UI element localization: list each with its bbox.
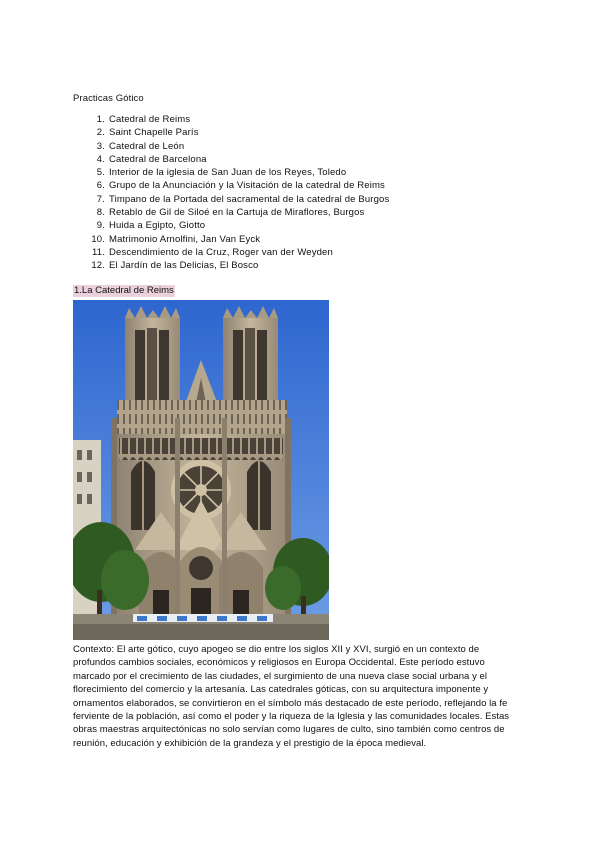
list-item <box>73 233 389 246</box>
list-item-text: El Jardín de las Delicias, El Bosco <box>109 260 259 272</box>
list-item-number: 5. <box>96 167 105 179</box>
list-item-number: 2. <box>96 127 105 139</box>
list-item-text: Huida a Egipto, Giotto <box>109 220 206 232</box>
list-item-text: Interior de la iglesia de San Juan de los Reyes, Toledo <box>109 167 347 179</box>
context-paragraph: Contexto: El arte gótico, cuyo apogeo se dio entre los siglos XII y XVI, surgió en un contexto de profundos cambios sociales, económicos y religiosos en Europa Occidental. Este período estuvo marcado por el crecimiento de las ciudades, el surgimiento de una nueva clase social urbana y el florecimiento del comercio y la artesanía. Las catedrales góticas, con su arquitectura imponente y ornamentos elaborados, se convirtieron en el símbolo más destacado de este período, reflejando la fe ferviente de la población, así como el poder y la riqueza de la Iglesia y las comunidades locales. Estas obras maestras arquitectónicas no solo servían como lugares de culto, sino también como centros de reunión, educación y exhibición de la grandeza y el prestigio de la época medieval. <box>73 644 510 749</box>
list-item <box>73 219 389 232</box>
list-item-text: Catedral de Barcelona <box>109 153 207 165</box>
list-item <box>73 259 389 272</box>
list-item-number: 7. <box>96 193 105 205</box>
list-item-text: Matrimonio Arnolfini, Jan Van Eyck <box>109 233 261 245</box>
list-item-number: 11. <box>92 246 105 258</box>
list-item <box>73 206 389 219</box>
list-item-text: Catedral de Reims <box>109 114 191 125</box>
list-item <box>73 179 389 192</box>
list-item-number: 1. <box>96 114 105 125</box>
list-item-text: Saint Chapelle París <box>109 127 199 139</box>
list-item-text: Timpano de la Portada del sacramental de la catedral de Burgos <box>109 193 390 205</box>
list-item-text: Catedral de León <box>109 140 185 152</box>
list-item-number: 10. <box>91 233 105 245</box>
list-item-text: Grupo de la Anunciación y la Visitación de la catedral de Reims <box>109 180 385 192</box>
document-title: Practicas Gótico <box>73 93 144 104</box>
list-item-text: Retablo de Gil de Siloé en la Cartuja de Miraflores, Burgos <box>109 207 365 219</box>
section-heading-reims: 1.La Catedral de Reims <box>74 285 174 296</box>
cathedral-photo <box>73 300 329 640</box>
list-item <box>73 246 389 259</box>
list-item-number: 6. <box>96 180 105 192</box>
list-item-text: Descendimiento de la Cruz, Roger van der Weyden <box>109 246 333 258</box>
list-item <box>73 166 389 179</box>
list-item <box>73 153 389 166</box>
list-item-number: 8. <box>96 207 105 219</box>
list-item <box>73 193 389 206</box>
practice-list <box>73 113 389 273</box>
list-item-number: 12. <box>91 260 105 272</box>
list-item <box>73 113 389 126</box>
list-item <box>73 140 389 153</box>
list-item-number: 9. <box>96 220 105 232</box>
list-item-number: 3. <box>96 140 105 152</box>
list-item <box>73 126 389 139</box>
list-item-number: 4. <box>96 153 105 165</box>
